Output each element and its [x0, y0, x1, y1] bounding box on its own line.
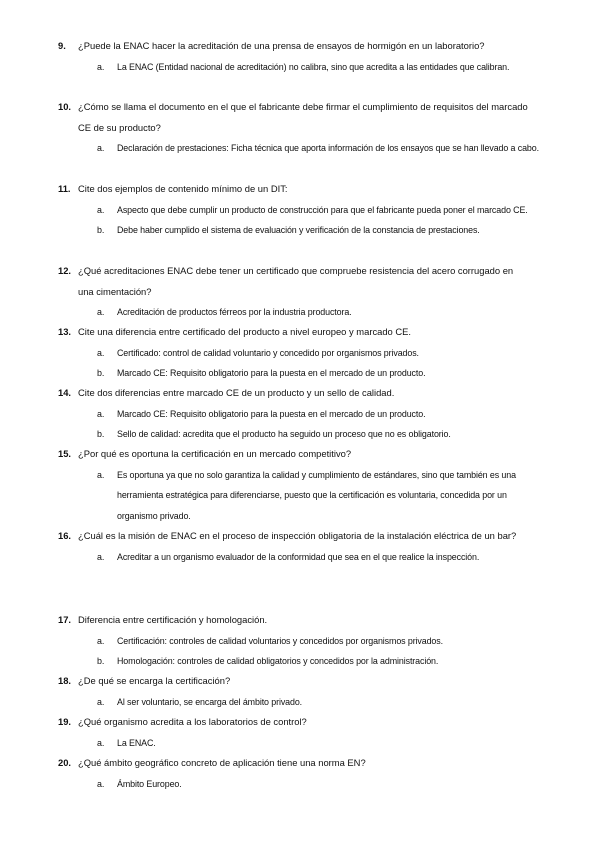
question-number: 13.	[58, 326, 72, 337]
question-item	[0, 179, 603, 241]
question-text: Diferencia entre certificación y homologación.	[78, 614, 268, 625]
question-item	[0, 322, 603, 384]
answer-text: Certificado: control de calidad voluntario y concedido por organismos privados.	[117, 347, 419, 358]
answer-text: Debe haber cumplido el sistema de evaluación y verificación de la constancia de prestaciones.	[117, 225, 480, 235]
question-item	[0, 526, 603, 567]
question-text: Cite dos ejemplos de contenido mínimo de un DIT:	[78, 183, 288, 194]
answer-text: Es oportuna ya que no solo garantiza la calidad y cumplimiento de estándares, sino que también es una herramienta estratégica para diferenciarse, puesto que la certificación es voluntaria, concedida por un organismo privado.	[117, 469, 516, 521]
answer-text: Acreditación de productos férreos por la industria productora.	[117, 307, 352, 317]
question-item	[0, 383, 603, 445]
answer-item	[0, 651, 603, 672]
answer-text: Sello de calidad: acredita que el producto ha seguido un proceso que no es obligatorio.	[117, 429, 451, 439]
question-item	[0, 97, 603, 159]
answer-item	[0, 774, 603, 795]
answer-letter: a.	[97, 204, 105, 215]
question-text: ¿Por qué es oportuna la certificación en un mercado competitivo?	[78, 448, 352, 459]
answer-text: La ENAC (Entidad nacional de acreditación) no calibra, sino que acredita a las entidades que calibran.	[117, 61, 510, 72]
answer-item	[0, 465, 603, 527]
answer-letter: a.	[97, 778, 105, 789]
answer-item	[0, 138, 603, 159]
answer-letter: a.	[97, 551, 105, 562]
question-item	[0, 712, 603, 753]
question-text: ¿Qué ámbito geográfico concreto de aplicación tiene una norma EN?	[78, 757, 366, 768]
answer-item	[0, 733, 603, 754]
question-number: 9.	[58, 40, 66, 51]
answer-letter: a.	[97, 696, 105, 707]
question-text: ¿De qué se encarga la certificación?	[78, 675, 231, 686]
question-text: ¿Cómo se llama el documento en el que el fabricante debe firmar el cumplimiento de requisitos del marcado CE de su producto?	[78, 101, 528, 133]
question-number: 14.	[58, 387, 72, 398]
answer-text: Homologación: controles de calidad obligatorios y concedidos por la administración.	[117, 656, 439, 666]
question-text: ¿Qué organismo acredita a los laboratorios de control?	[78, 716, 307, 727]
answer-letter: a.	[97, 61, 105, 72]
answer-letter: a.	[97, 737, 105, 748]
question-number: 10.	[58, 101, 72, 112]
question-number: 15.	[58, 448, 72, 459]
question-item	[0, 671, 603, 712]
question-text: Cite una diferencia entre certificado del producto a nivel europeo y marcado CE.	[78, 326, 412, 337]
question-number: 16.	[58, 530, 72, 541]
answer-letter: a.	[97, 469, 105, 480]
answer-item	[0, 424, 603, 445]
answer-letter: b.	[97, 429, 105, 439]
answer-item	[0, 302, 603, 323]
answer-item	[0, 631, 603, 652]
question-item	[0, 753, 603, 794]
question-text: ¿Puede la ENAC hacer la acreditación de una prensa de ensayos de hormigón en un laboratorio?	[78, 40, 485, 51]
answer-text: Declaración de prestaciones: Ficha técnica que aporta información de los ensayos que se han llevado a cabo.	[117, 143, 539, 153]
question-number: 12.	[58, 265, 72, 276]
answer-text: Certificación: controles de calidad voluntarios y concedidos por organismos privados.	[117, 635, 443, 646]
answer-item	[0, 547, 603, 568]
question-item	[0, 261, 603, 323]
answer-text: Aspecto que debe cumplir un producto de construcción para que el fabricante pueda poner el marcado CE.	[117, 204, 528, 215]
answer-item	[0, 404, 603, 425]
question-number: 18.	[58, 675, 72, 686]
answer-text: Al ser voluntario, se encarga del ámbito privado.	[117, 696, 303, 707]
question-item	[0, 444, 603, 526]
answer-letter: b.	[97, 225, 105, 235]
answer-text: Marcado CE: Requisito obligatorio para la puesta en el mercado de un producto.	[117, 408, 426, 419]
question-text: ¿Qué acreditaciones ENAC debe tener un certificado que compruebe resistencia del acero corrugado en una cimentación?	[78, 265, 514, 297]
answer-item	[0, 57, 603, 78]
answer-letter: a.	[97, 347, 105, 358]
answer-item	[0, 200, 603, 221]
answer-text: Marcado CE: Requisito obligatorio para la puesta en el mercado de un producto.	[117, 368, 426, 378]
question-item	[0, 36, 603, 77]
answer-text: Ámbito Europeo.	[117, 778, 182, 789]
answer-letter: a.	[97, 143, 105, 153]
question-number: 11.	[58, 183, 71, 194]
question-text: Cite dos diferencias entre marcado CE de un producto y un sello de calidad.	[78, 387, 395, 398]
answer-item	[0, 363, 603, 384]
answer-letter: b.	[97, 656, 105, 666]
answer-text: La ENAC.	[117, 737, 156, 748]
answer-text: Acreditar a un organismo evaluador de la conformidad que sea en el que realice la inspección.	[117, 551, 480, 562]
answer-letter: a.	[97, 307, 105, 317]
question-text: ¿Cuál es la misión de ENAC en el proceso de inspección obligatoria de la instalación eléctrica de un bar?	[78, 530, 517, 541]
question-number: 20.	[58, 757, 72, 768]
question-number: 19.	[58, 716, 72, 727]
question-item	[0, 610, 603, 672]
answer-item	[0, 220, 603, 241]
answer-letter: b.	[97, 368, 105, 378]
question-number: 17.	[58, 614, 72, 625]
answer-letter: a.	[97, 635, 105, 646]
answer-item	[0, 343, 603, 364]
answer-letter: a.	[97, 408, 105, 419]
answer-item	[0, 692, 603, 713]
